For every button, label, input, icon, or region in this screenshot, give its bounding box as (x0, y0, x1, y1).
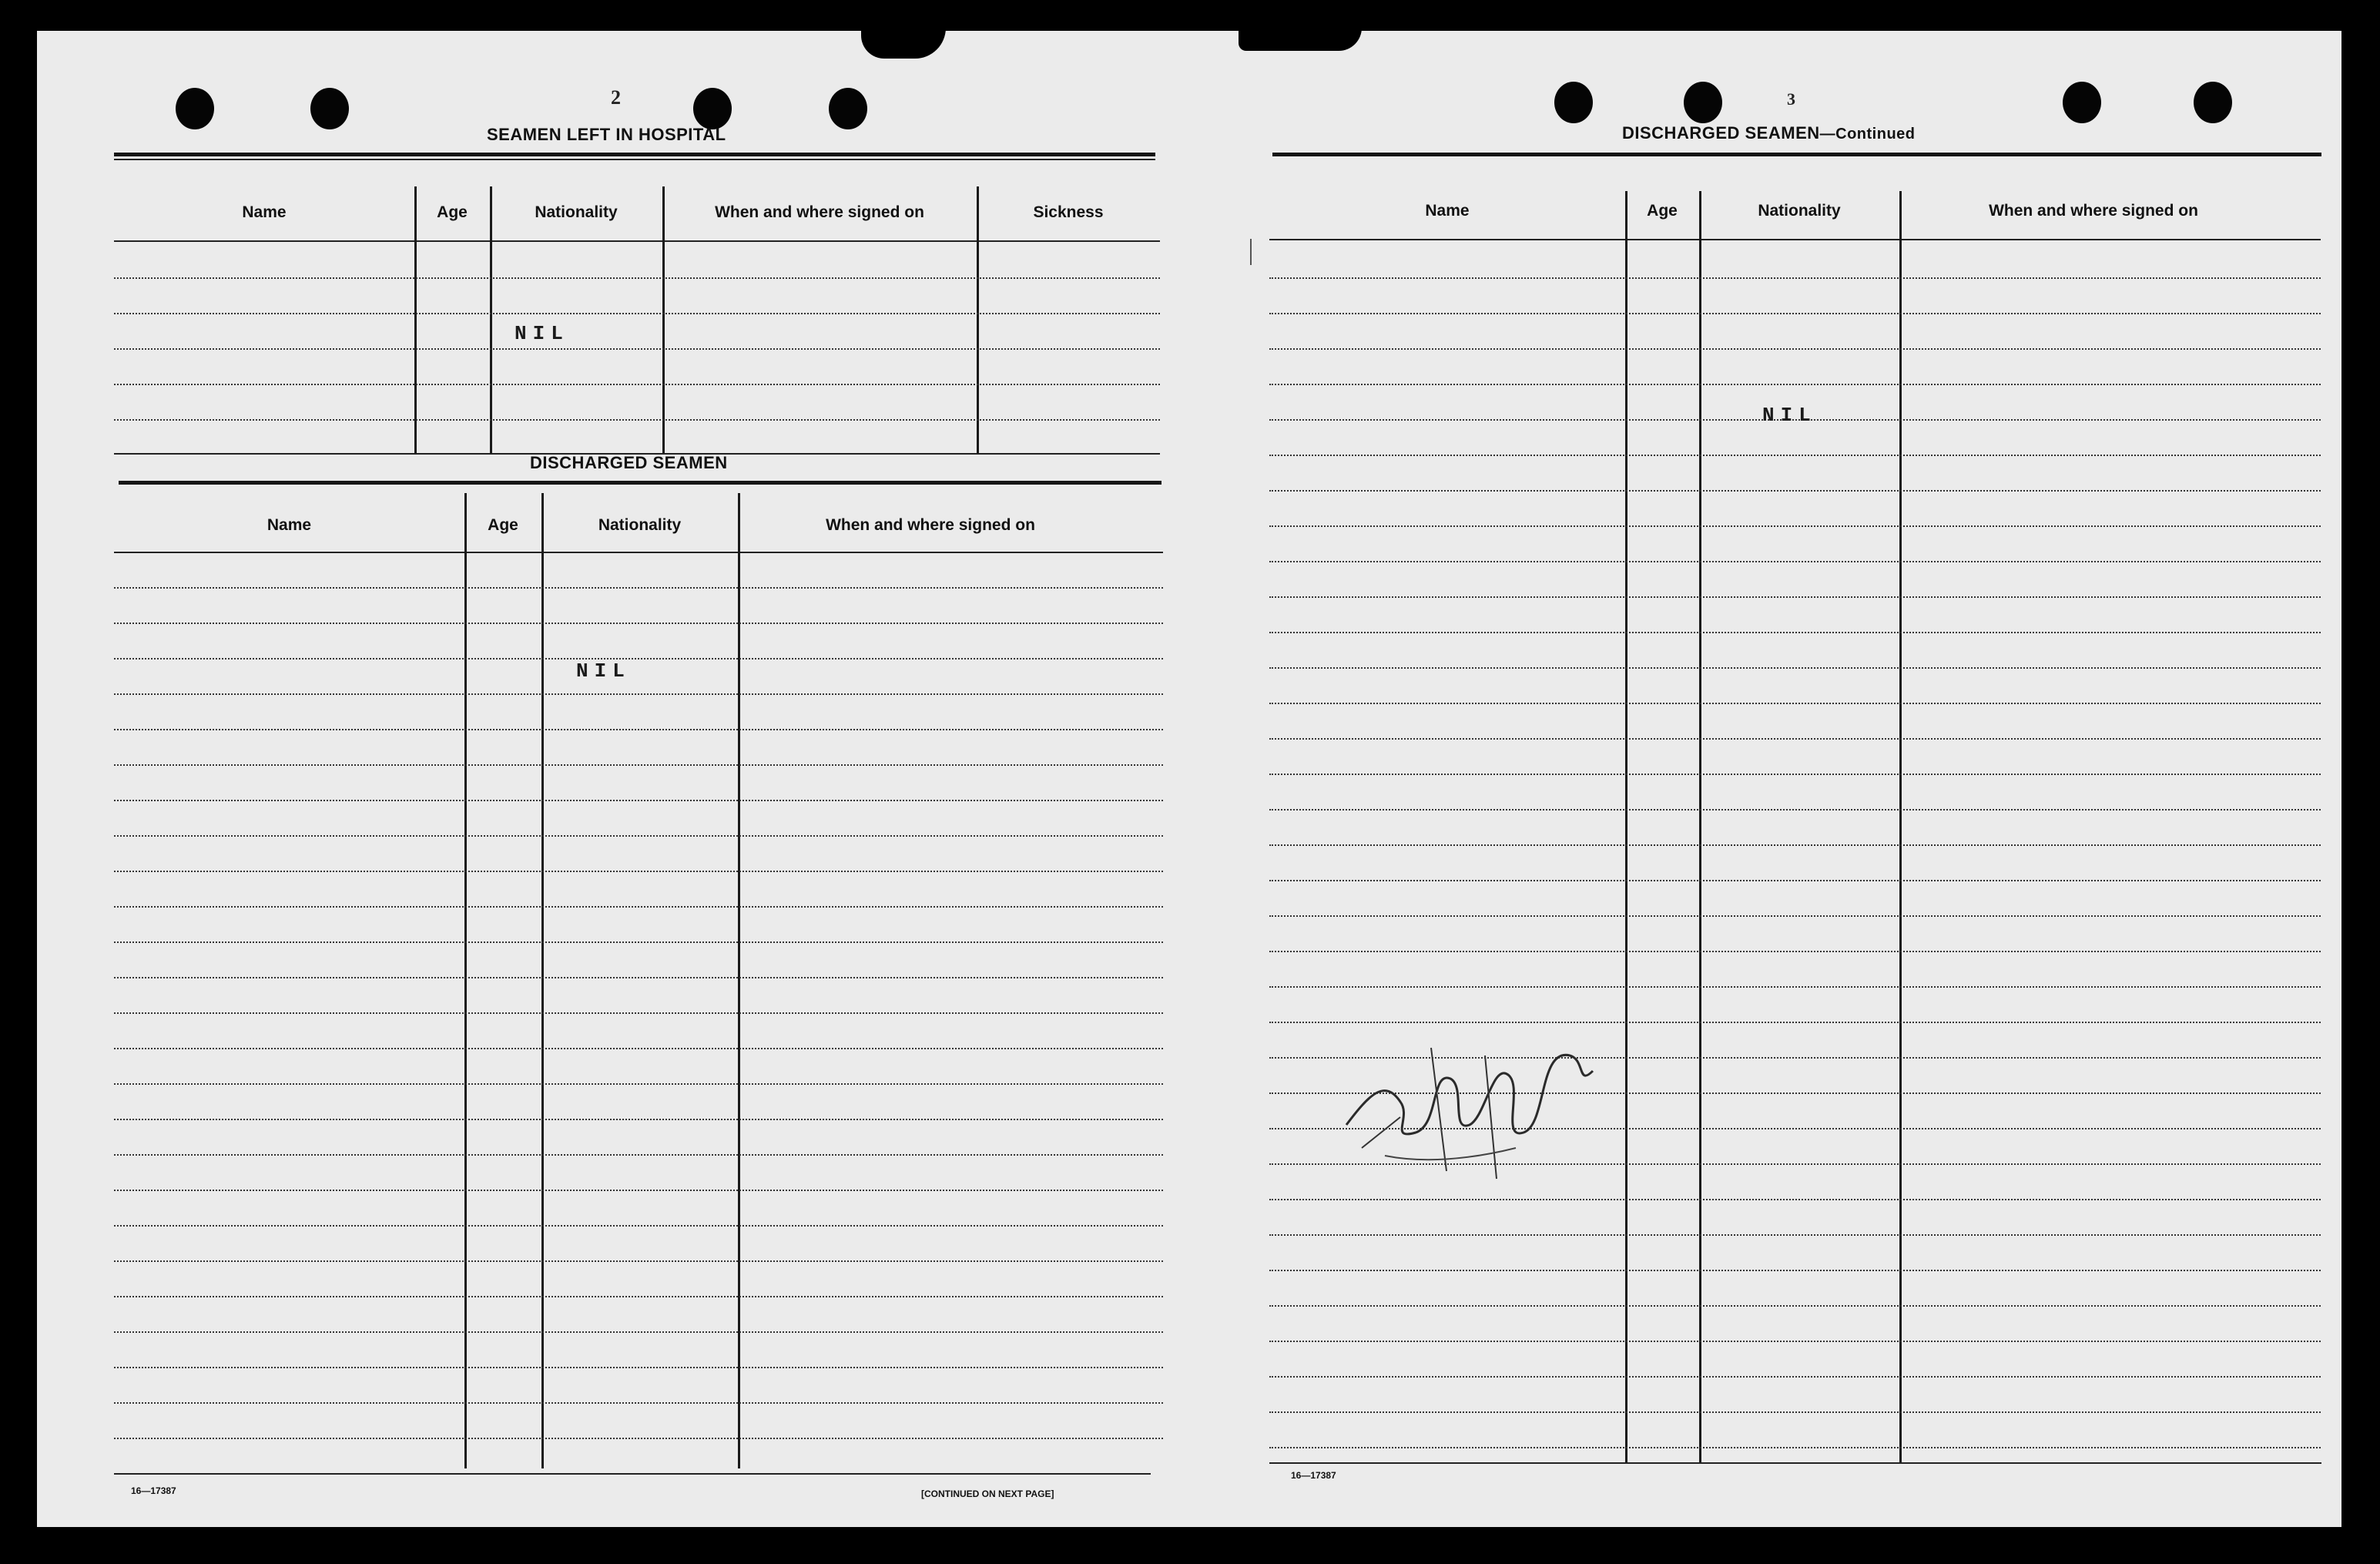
ruled-line (1269, 632, 2321, 633)
title-main: DISCHARGED SEAMEN (1622, 123, 1820, 143)
ruled-line (114, 419, 1160, 421)
ruled-line (1269, 490, 2321, 492)
col-header-signed-on: When and where signed on (1989, 202, 2198, 220)
col-header-age: Age (1647, 202, 1678, 220)
page-bottom-rule (1269, 1462, 2321, 1464)
ruled-line (1269, 986, 2321, 988)
torn-edge (861, 28, 946, 59)
nil-entry: NIL (1762, 404, 1817, 427)
column-divider (662, 186, 665, 453)
col-header-name: Name (1425, 202, 1470, 220)
title-suffix: —Continued (1819, 126, 1916, 143)
ruled-line (114, 1190, 1163, 1191)
ruled-line (1269, 313, 2321, 314)
center-fold (1250, 239, 1252, 265)
ruled-line (114, 1331, 1163, 1333)
discharged-section-title: DISCHARGED SEAMEN (530, 453, 728, 472)
column-divider (1625, 191, 1627, 1464)
ruled-line (114, 871, 1163, 872)
column-divider (1899, 191, 1902, 1464)
ruled-line (1269, 384, 2321, 385)
page-bottom-rule (114, 1473, 1151, 1475)
ruled-line (114, 1225, 1163, 1227)
ruled-line (1269, 596, 2321, 598)
header-rule (1269, 239, 2321, 240)
ruled-line (114, 941, 1163, 943)
handwritten-signature (1316, 1002, 1639, 1202)
column-divider (464, 493, 467, 1468)
ruled-line (114, 1012, 1163, 1014)
ruled-line (114, 835, 1163, 837)
ruled-line (114, 348, 1160, 350)
ruled-line (1269, 1305, 2321, 1307)
ruled-line (1269, 1341, 2321, 1342)
ruled-line (1269, 561, 2321, 562)
ruled-line (114, 1296, 1163, 1297)
torn-edge (1239, 28, 1362, 51)
title-rule (1272, 153, 2321, 156)
col-header-age: Age (437, 203, 468, 221)
ruled-line (1269, 951, 2321, 952)
ruled-line (1269, 1411, 2321, 1413)
ruled-line (114, 977, 1163, 978)
ruled-line (1269, 915, 2321, 917)
ruled-line (1269, 880, 2321, 881)
ruled-line (114, 1119, 1163, 1120)
ruled-line (1269, 844, 2321, 846)
ruled-line (114, 1154, 1163, 1156)
punch-hole (2194, 82, 2232, 123)
document-sheet (37, 31, 2341, 1527)
hospital-table (114, 169, 1160, 456)
col-header-nationality: Nationality (1758, 202, 1841, 220)
ruled-line (114, 693, 1163, 695)
ruled-line (114, 277, 1160, 279)
column-divider (414, 186, 417, 453)
col-header-name: Name (242, 203, 287, 221)
ruled-line (114, 764, 1163, 766)
ruled-line (114, 1083, 1163, 1085)
discharged-continued-table (1269, 160, 2325, 1470)
ruled-line (114, 1367, 1163, 1368)
column-divider (1699, 191, 1701, 1464)
col-header-signed-on: When and where signed on (715, 203, 924, 221)
ruled-line (114, 384, 1160, 385)
column-divider (541, 493, 544, 1468)
title-rule (119, 481, 1162, 485)
col-header-nationality: Nationality (535, 203, 618, 221)
nil-entry: NIL (515, 322, 569, 345)
ruled-line (114, 313, 1160, 314)
ruled-line (1269, 738, 2321, 740)
col-header-nationality: Nationality (598, 516, 682, 534)
punch-hole (310, 88, 349, 129)
ruled-line (1269, 1376, 2321, 1378)
header-rule (114, 240, 1160, 242)
page-number: 2 (611, 86, 621, 109)
nil-entry: NIL (576, 659, 631, 683)
col-header-sickness: Sickness (1033, 203, 1104, 221)
ruled-line (1269, 525, 2321, 527)
ruled-line (114, 623, 1163, 624)
ruled-line (114, 1438, 1163, 1439)
form-number: 16—17387 (131, 1485, 176, 1496)
ruled-line (1269, 1447, 2321, 1448)
discharged-table (114, 490, 1163, 1492)
header-rule (114, 552, 1163, 553)
title-rule (114, 153, 1155, 156)
page-number: 3 (1787, 89, 1795, 109)
ruled-line (114, 906, 1163, 908)
ruled-line (1269, 455, 2321, 456)
discharged-continued-title (1622, 123, 1916, 143)
punch-hole (693, 88, 732, 129)
ruled-line (114, 729, 1163, 730)
col-header-age: Age (488, 516, 518, 534)
column-divider (490, 186, 492, 453)
punch-hole (829, 88, 867, 129)
title-rule-sub (114, 159, 1155, 160)
ruled-line (1269, 667, 2321, 669)
ruled-line (114, 1048, 1163, 1049)
ruled-line (1269, 809, 2321, 811)
ruled-line (1269, 348, 2321, 350)
punch-hole (1684, 82, 1722, 123)
continued-note: [CONTINUED ON NEXT PAGE] (921, 1488, 1054, 1499)
column-divider (977, 186, 979, 453)
col-header-signed-on: When and where signed on (826, 516, 1035, 534)
ruled-line (114, 587, 1163, 589)
ruled-line (1269, 774, 2321, 775)
ruled-line (114, 800, 1163, 801)
ruled-line (1269, 1270, 2321, 1271)
ruled-line (114, 1402, 1163, 1404)
col-header-name: Name (266, 516, 312, 534)
punch-hole (1554, 82, 1593, 123)
ruled-line (1269, 1234, 2321, 1236)
form-number: 16—17387 (1291, 1470, 1336, 1481)
punch-hole (176, 88, 214, 129)
column-divider (738, 493, 740, 1468)
ruled-line (1269, 277, 2321, 279)
punch-hole (2063, 82, 2101, 123)
ruled-line (114, 658, 1163, 659)
ruled-line (114, 1260, 1163, 1262)
hospital-section-title: SEAMEN LEFT IN HOSPITAL (487, 125, 726, 144)
ruled-line (1269, 703, 2321, 704)
